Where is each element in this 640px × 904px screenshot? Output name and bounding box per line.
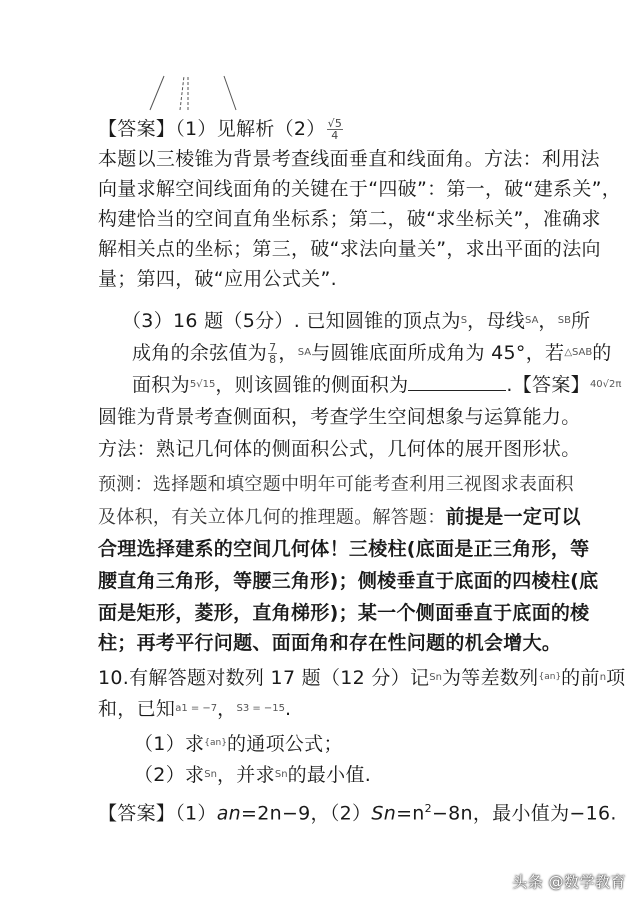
text-line-11: 方法：熟记几何体的侧面积公式，几何体的展开图形状。 (98, 438, 581, 460)
text-line-4: 构建恰当的空间直角坐标系；第二，破“求坐标关”，准确求 (98, 208, 601, 230)
question-10-line-2: 和，已知$^{a1 = -7}$，$^{S3 = -15}$. (98, 698, 292, 720)
answer-line-1 (98, 116, 344, 142)
question-16-line-2: 成角的余弦值为 $\frac{7}{8}$ ，$^{SA}$与圆锥底面所成角为 45°，若$^{\triangle SAB}$的 (132, 341, 612, 366)
text-line-6: 量；第四，破“应用公式关”. (98, 268, 337, 290)
question-16-line-1: （3）16 题（5分）. 已知圆锥的顶点为$^S$，母线$^{SA}$，$^{SB}$所 (122, 310, 591, 332)
text-line-10: 圆锥为背景考查侧面积，考查学生空间想象与运算能力。 (98, 406, 581, 428)
source-watermark: 头条 @数学教育 (512, 873, 626, 891)
question-10-line-1: 10.有解答题对数列 17 题（12 分）记$^{Sn}$为等差数列$^{\{an\}}$的前$^n$项 (98, 667, 626, 689)
question-10-answer: 【答案】（1）an=2n−9，$(2)Sn=n^2-8n$，最小值为−16. (98, 802, 617, 825)
text-line-2: 本题以三棱锥为背景考查线面垂直和线面角。方法：利用法 (98, 148, 600, 170)
prediction-line-2: 及体积，有关立体几何的推理题。解答题：前提是一定可以 (98, 506, 581, 528)
fraction-7-over-8: $\frac{7}{8}$ (269, 341, 277, 366)
bold-line-14: 合理选择建系的空间几何体！三棱柱(底面是正三角形，等 (98, 538, 590, 560)
prediction-line-1: 预测：选择题和填空题中明年可能考查利用三视图求表面积 (98, 474, 574, 495)
answer-blank (408, 372, 506, 391)
fraction-sqrt5-over-4: $\frac{√5}{4}$ (327, 117, 343, 142)
bold-line-17: 柱；再考平行问题、面面角和存在性问题的机会增大。 (98, 632, 562, 654)
bold-line-15: 腰直角三角形，等腰三角形)；侧棱垂直于底面的四棱柱(底 (98, 570, 599, 592)
text-line-5: 解相关点的坐标；第三，破“求法向量关”，求出平面的法向 (98, 238, 601, 260)
question-10-part-1: （1）求$^{\{an\}}$的通项公式； (134, 733, 343, 755)
text-line-3: 向量求解空间线面角的关键在于“四破”：第一，破“建系关”， (98, 178, 622, 200)
cone-figure-fragment (128, 72, 248, 112)
question-16-line-3: 面积为$^{5√15}$，则该圆锥的侧面积为 .【答案】$^{40√2\pi}$ (132, 374, 622, 396)
answer-label: 【答案】（1）见解析（2） (98, 118, 326, 140)
question-10-part-2: （2）求$^{Sn}$，并求$^{Sn}$的最小值. (134, 764, 372, 786)
bold-line-16: 面是矩形，菱形，直角梯形)；某一个侧面垂直于底面的棱 (98, 602, 590, 624)
